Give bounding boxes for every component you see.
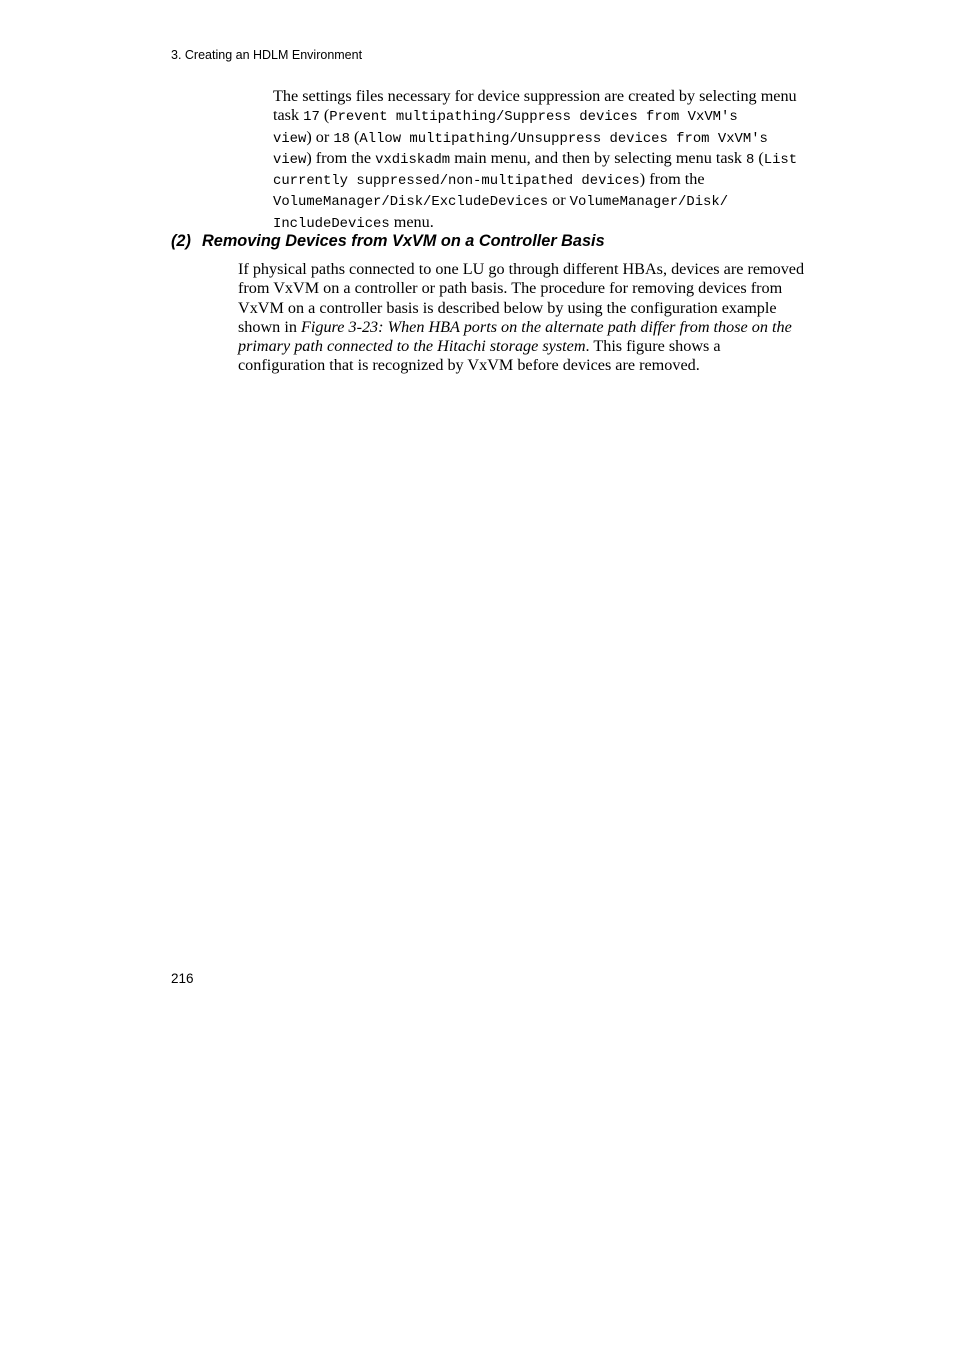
- text-line: [273, 170, 797, 191]
- running-header: 3. Creating an HDLM Environment: [171, 48, 363, 62]
- section-number: (2): [171, 232, 191, 250]
- figure-reference[interactable]: primary path connected to the Hitachi storage system: [238, 337, 586, 356]
- text-line: [238, 337, 804, 356]
- command-name: vxdiskadm: [375, 151, 451, 168]
- text-run: The settings files necessary for device suppression are created by selecting menu: [273, 87, 797, 105]
- text-line: [273, 128, 797, 149]
- menu-task-number: 17: [303, 109, 320, 126]
- text-run: (: [319, 106, 330, 125]
- page-number: 216: [171, 971, 194, 986]
- text-line: [273, 149, 797, 170]
- text-run: If physical paths connected to one LU go through different HBAs, devices are removed: [238, 260, 805, 278]
- text-line: [273, 87, 797, 106]
- menu-task-number: 8: [745, 151, 755, 168]
- text-line: [238, 318, 804, 337]
- text-run: ) from the: [306, 148, 376, 167]
- menu-path-code: VolumeManager/Disk/: [569, 194, 729, 211]
- text-run: shown in: [238, 317, 301, 336]
- text-run: menu.: [389, 212, 434, 231]
- text-run: configuration that is recognized by VxVM before devices are removed.: [238, 356, 700, 375]
- text-run: or: [548, 191, 570, 210]
- figure-reference[interactable]: Figure 3-23: When HBA ports on the alternate path differ from those on the: [300, 317, 792, 336]
- text-run: task: [273, 106, 304, 125]
- menu-item-code: Prevent multipathing/Suppress devices from VxVM's: [329, 109, 738, 126]
- text-line: [238, 299, 804, 318]
- menu-item-code: List: [763, 151, 798, 168]
- menu-item-code: view: [273, 151, 307, 168]
- menu-path-code: IncludeDevices: [273, 215, 390, 232]
- text-run: . This figure shows a: [585, 337, 721, 356]
- menu-task-number: 18: [333, 130, 350, 147]
- section-title: Removing Devices from VxVM on a Controller Basis: [202, 232, 605, 250]
- controller-basis-paragraph: [238, 260, 804, 376]
- text-line: [273, 191, 797, 212]
- menu-path-code: VolumeManager/Disk/ExcludeDevices: [273, 194, 549, 211]
- menu-item-code: Allow multipathing/Unsuppress devices from VxVM's: [359, 130, 768, 147]
- text-line: [238, 260, 804, 279]
- text-run: ) from the: [639, 170, 705, 189]
- text-line: [238, 279, 804, 298]
- menu-item-code: currently suppressed/non-multipathed devices: [273, 173, 640, 190]
- section-heading: [171, 231, 605, 251]
- text-run: VxVM on a controller basis is described below by using the configuration example: [238, 298, 777, 317]
- text-line: [238, 356, 804, 375]
- text-run: main menu, and then by selecting menu task: [450, 148, 746, 167]
- text-run: (: [349, 127, 360, 146]
- text-run: from VxVM on a controller or path basis. The procedure for removing devices from: [238, 279, 783, 298]
- text-line: [273, 106, 797, 127]
- text-run: (: [754, 148, 764, 167]
- menu-item-code: view: [273, 130, 307, 147]
- settings-files-paragraph: [273, 87, 797, 234]
- text-run: ) or: [306, 127, 334, 146]
